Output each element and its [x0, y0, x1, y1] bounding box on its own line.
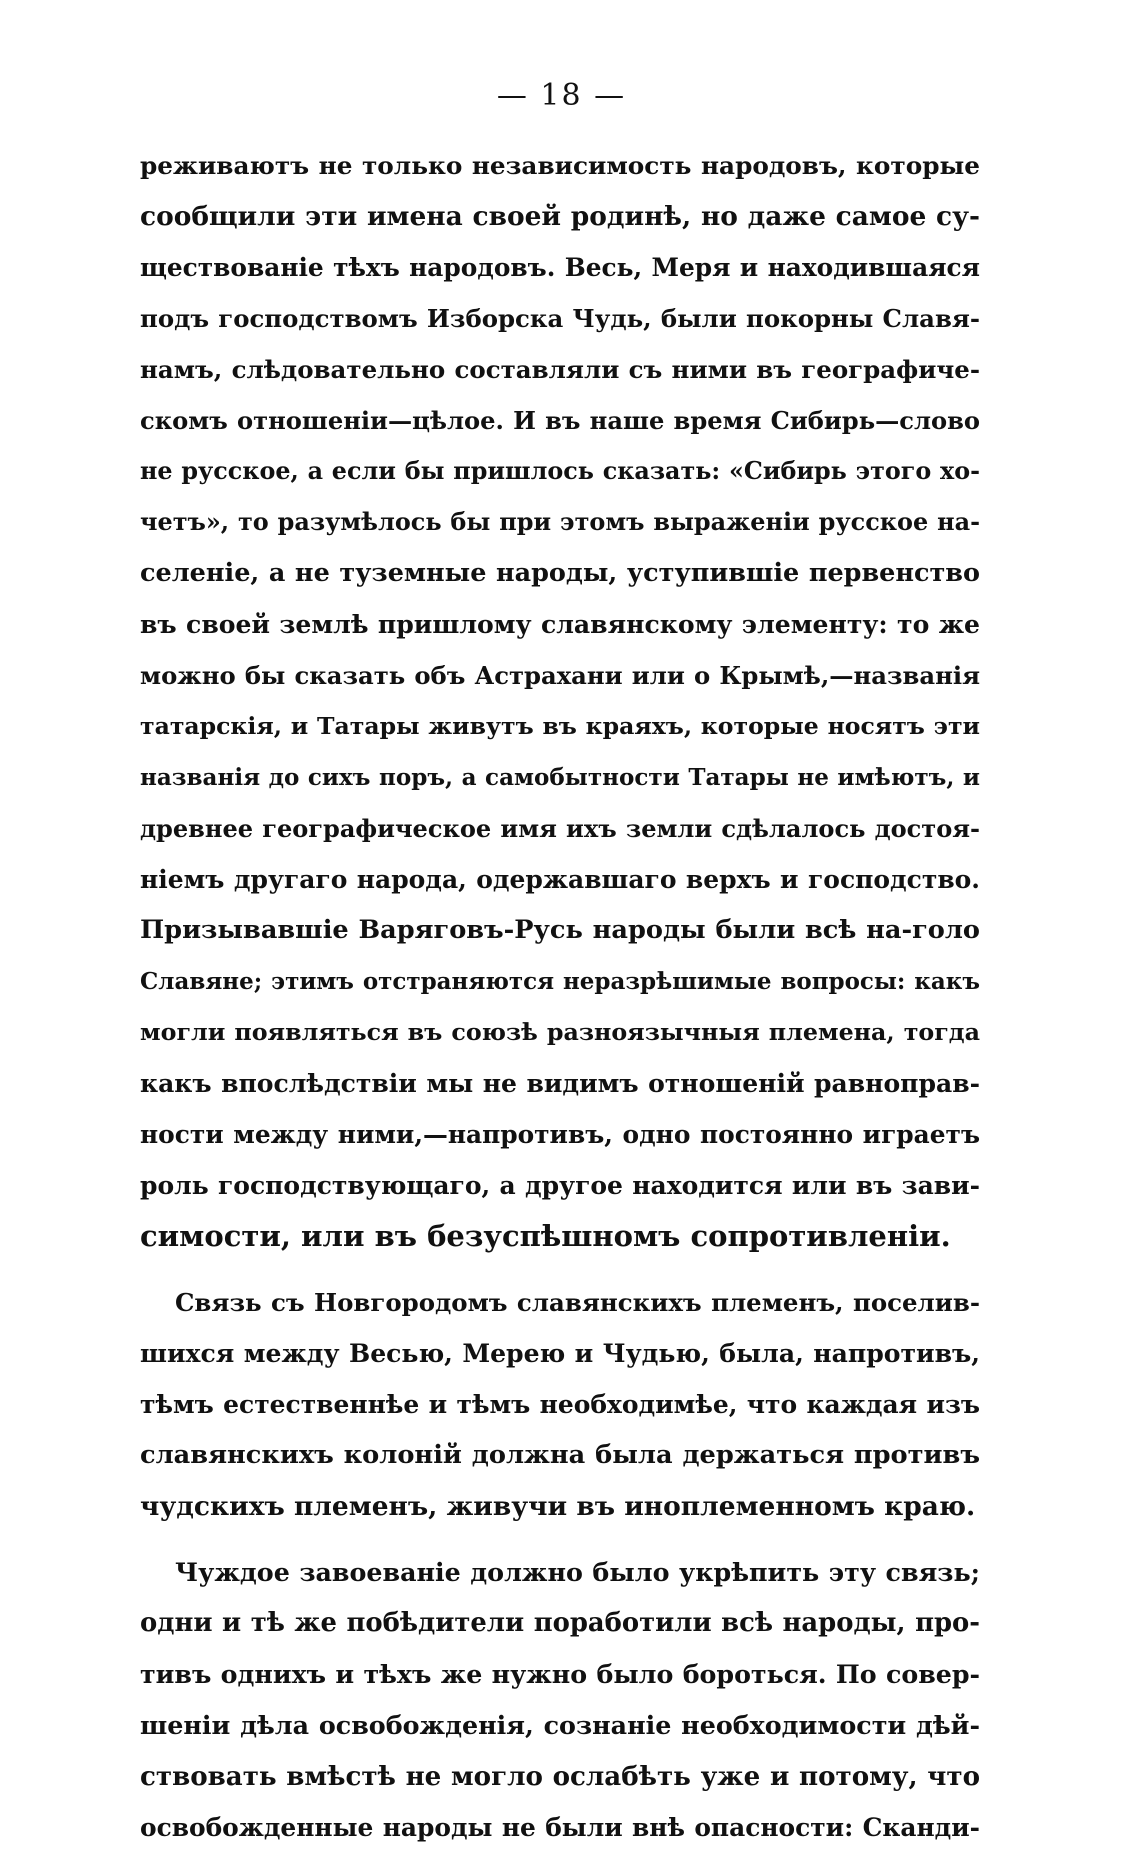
- text-line: роль господствующаго, а другое находится или въ зави-: [140, 1171, 980, 1200]
- text-line: въ своей землѣ пришлому славянскому элементу: то же: [140, 609, 980, 639]
- text-line: не русское, а если бы пришлось сказать: «Сибирь этого хо-: [140, 457, 980, 485]
- text-line: симости, или въ безуспѣшномъ сопротивленіи.: [140, 1219, 951, 1253]
- paragraph-gap: [140, 1532, 980, 1547]
- text-line: Связь съ Новгородомъ славянскихъ племенъ, поселив-: [175, 1288, 980, 1317]
- paragraph-gap: [140, 1262, 980, 1277]
- text-line: названія до сихъ поръ, а самобытности Татары не имѣютъ, и: [140, 764, 980, 791]
- text-line: одни и тѣ же побѣдители поработили всѣ народы, про-: [140, 1608, 980, 1638]
- paragraph: [140, 140, 980, 1262]
- text-line: древнее географическое имя ихъ земли сдѣлалось достоя-: [140, 814, 980, 843]
- text-line: славянскихъ колоній должна была держаться противъ: [140, 1440, 980, 1470]
- text-line: ніемъ другаго народа, одержавшаго верхъ и господство.: [140, 865, 980, 894]
- body-text: [140, 140, 980, 1853]
- text-line: шихся между Весью, Мерею и Чудью, была, напротивъ,: [140, 1338, 980, 1368]
- text-line: намъ, слѣдовательно составляли съ ними въ географиче-: [140, 355, 980, 384]
- text-line: шеніи дѣла освобожденія, сознаніе необходимости дѣй-: [140, 1710, 980, 1740]
- text-line: могли появляться въ союзѣ разноязычныя племена, тогда: [140, 1018, 980, 1046]
- text-line: скомъ отношеніи—цѣлое. И въ наше время Сибирь—слово: [140, 406, 980, 435]
- text-line: Чуждое завоеваніе должно было укрѣпить эту связь;: [175, 1557, 980, 1587]
- paragraph: [140, 1277, 980, 1532]
- text-line: четъ», то разумѣлось бы при этомъ выраженіи русское на-: [140, 508, 980, 536]
- text-line: тѣмъ естественнѣе и тѣмъ необходимѣе, что каждая изъ: [140, 1390, 980, 1419]
- text-line: Славяне; этимъ отстраняются неразрѣшимые вопросы: какъ: [140, 968, 980, 995]
- text-line: реживаютъ не только независимость народовъ, которые: [140, 151, 980, 180]
- text-line: селеніе, а не туземные народы, уступившіе первенство: [140, 558, 980, 588]
- page-number: — 18 —: [496, 78, 627, 113]
- text-line: освобожденные народы не были внѣ опасности: Сканди-: [140, 1813, 980, 1842]
- text-line: подъ господствомъ Изборска Чудь, были покорны Славя-: [140, 304, 980, 333]
- text-line: сообщили эти имена своей родинѣ, но даже самое су-: [140, 201, 980, 232]
- text-line: какъ впослѣдствіи мы не видимъ отношеній равноправ-: [140, 1068, 980, 1098]
- text-line: Призывавшіе Варяговъ-Русь народы были всѣ на-голо: [140, 915, 980, 945]
- text-line: ствовать вмѣстѣ не могло ослабѣть уже и потому, что: [140, 1761, 980, 1792]
- text-line: чудскихъ племенъ, живучи въ иноплеменномъ краю.: [140, 1491, 976, 1522]
- text-line: ности между ними,—напротивъ, одно постоянно играетъ: [140, 1120, 980, 1149]
- text-line: ществованіе тѣхъ народовъ. Весь, Меря и находившаяся: [140, 253, 980, 282]
- text-line: татарскія, и Татары живутъ въ краяхъ, которые носятъ эти: [140, 712, 980, 740]
- text-line: можно бы сказать объ Астрахани или о Крымѣ,—названія: [140, 661, 980, 690]
- text-line: тивъ однихъ и тѣхъ же нужно было бороться. По совер-: [140, 1659, 980, 1689]
- paragraph: [140, 1547, 980, 1853]
